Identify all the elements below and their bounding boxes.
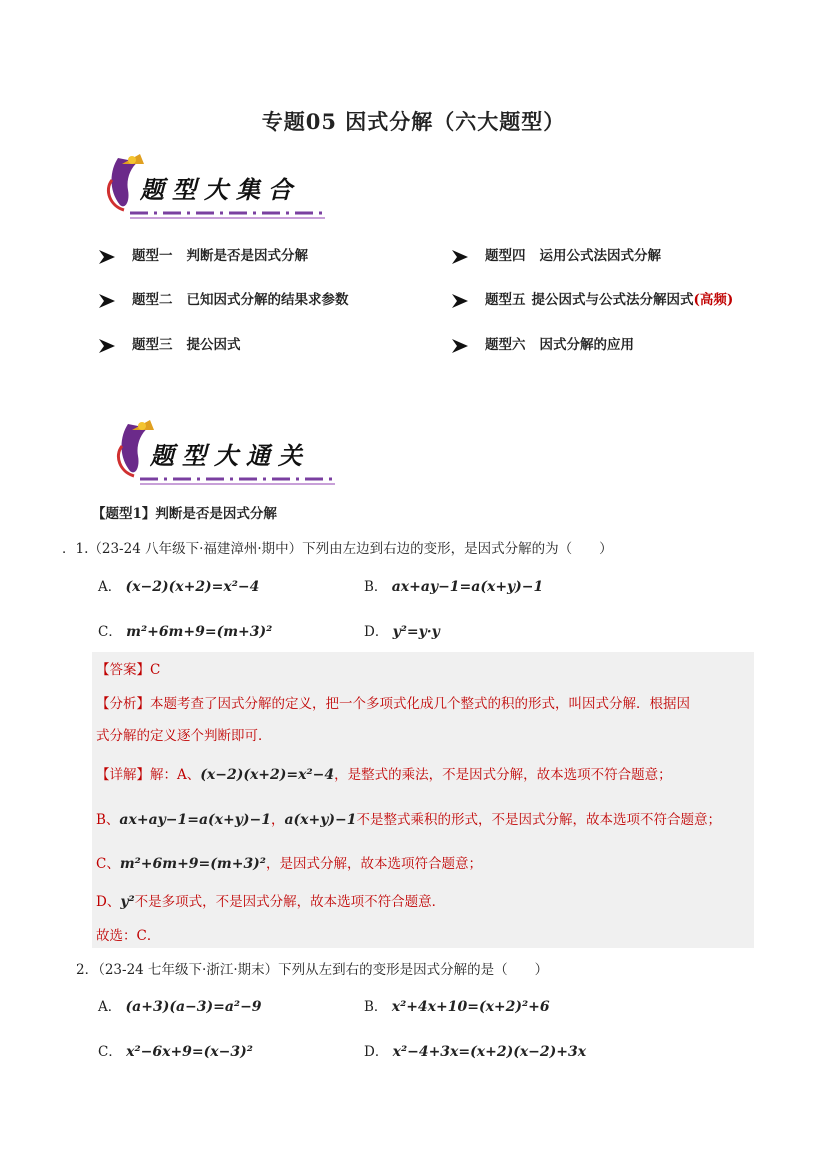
q2-option-c[interactable]: C． x²−6x+9=(x−3)² — [98, 1044, 253, 1060]
q1-option-c[interactable]: C． m²+6m+9=(m+3)² — [98, 624, 273, 640]
q2-option-a[interactable]: A． (a+3)(a−3)=a²−9 — [98, 999, 262, 1015]
question-1-stem: ．1.（23-24 八年级下·福建漳州·期中）下列由左边到右边的变形，是因式分解的为（ ） — [62, 541, 613, 557]
arrow-icon — [98, 249, 116, 265]
banner-text: 题型大集合 — [140, 175, 300, 204]
detail-a: 【详解】解：A、(x−2)(x+2)=x²−4，是整式的乘法，不是因式分解，故本选项不符合题意； — [96, 767, 672, 783]
detail-d: D、y²不是多项式，不是因式分解，故本选项不符合题意． — [96, 894, 446, 910]
toc-item-6[interactable]: 题型六 因式分解的应用 — [451, 333, 634, 354]
q2-option-b[interactable]: B． x²+4x+10=(x+2)²+6 — [364, 999, 550, 1015]
arrow-icon — [98, 293, 116, 309]
answer-label: 【答案】C — [96, 662, 161, 678]
arrow-icon — [451, 249, 469, 265]
q1-option-d[interactable]: D． y²=y·y — [364, 624, 440, 640]
toc-item-3[interactable]: 题型三 提公因式 — [98, 333, 241, 354]
section-heading: 【题型1】判断是否是因式分解 — [92, 506, 277, 522]
toc-item-1[interactable]: 题型一 判断是否是因式分解 — [98, 244, 308, 265]
q2-option-d[interactable]: D． x²−4+3x=(x+2)(x−2)+3x — [364, 1044, 587, 1060]
analysis-line-2: 式分解的定义逐个判断即可． — [96, 728, 272, 744]
toc-item-2[interactable]: 题型二 已知因式分解的结果求参数 — [98, 288, 349, 309]
analysis-line-1: 【分析】本题考查了因式分解的定义，把一个多项式化成几个整式的积的形式，叫因式分解．根据因 — [96, 696, 690, 712]
banner-question-types — [100, 150, 335, 222]
detail-c: C、m²+6m+9=(m+3)²，是因式分解，故本选项符合题意； — [96, 856, 482, 872]
question-2-stem: 2．（23-24 七年级下·浙江·期末）下列从左到右的变形是因式分解的是（ ） — [76, 962, 549, 978]
q1-option-a[interactable]: A． (x−2)(x+2)=x²−4 — [98, 579, 260, 595]
final-answer: 故选：C． — [96, 928, 161, 944]
detail-b: B、ax+ay−1=a(x+y)−1，a(x+y)−1不是整式乘积的形式，不是因式分解，故本选项不符合题意； — [96, 812, 721, 828]
banner-text: 题型大通关 — [150, 441, 310, 470]
arrow-icon — [451, 293, 469, 309]
toc-item-5[interactable]: 题型五 提公因式与公式法分解因式(高频) — [451, 288, 733, 309]
page-title: 专题05 因式分解（六大题型） — [261, 109, 566, 134]
banner-practice — [110, 416, 345, 488]
toc-item-4[interactable]: 题型四 运用公式法因式分解 — [451, 244, 661, 265]
high-frequency-badge: (高频) — [693, 292, 734, 308]
arrow-icon — [451, 338, 469, 354]
q1-option-b[interactable]: B． ax+ay−1=a(x+y)−1 — [364, 579, 544, 595]
arrow-icon — [98, 338, 116, 354]
